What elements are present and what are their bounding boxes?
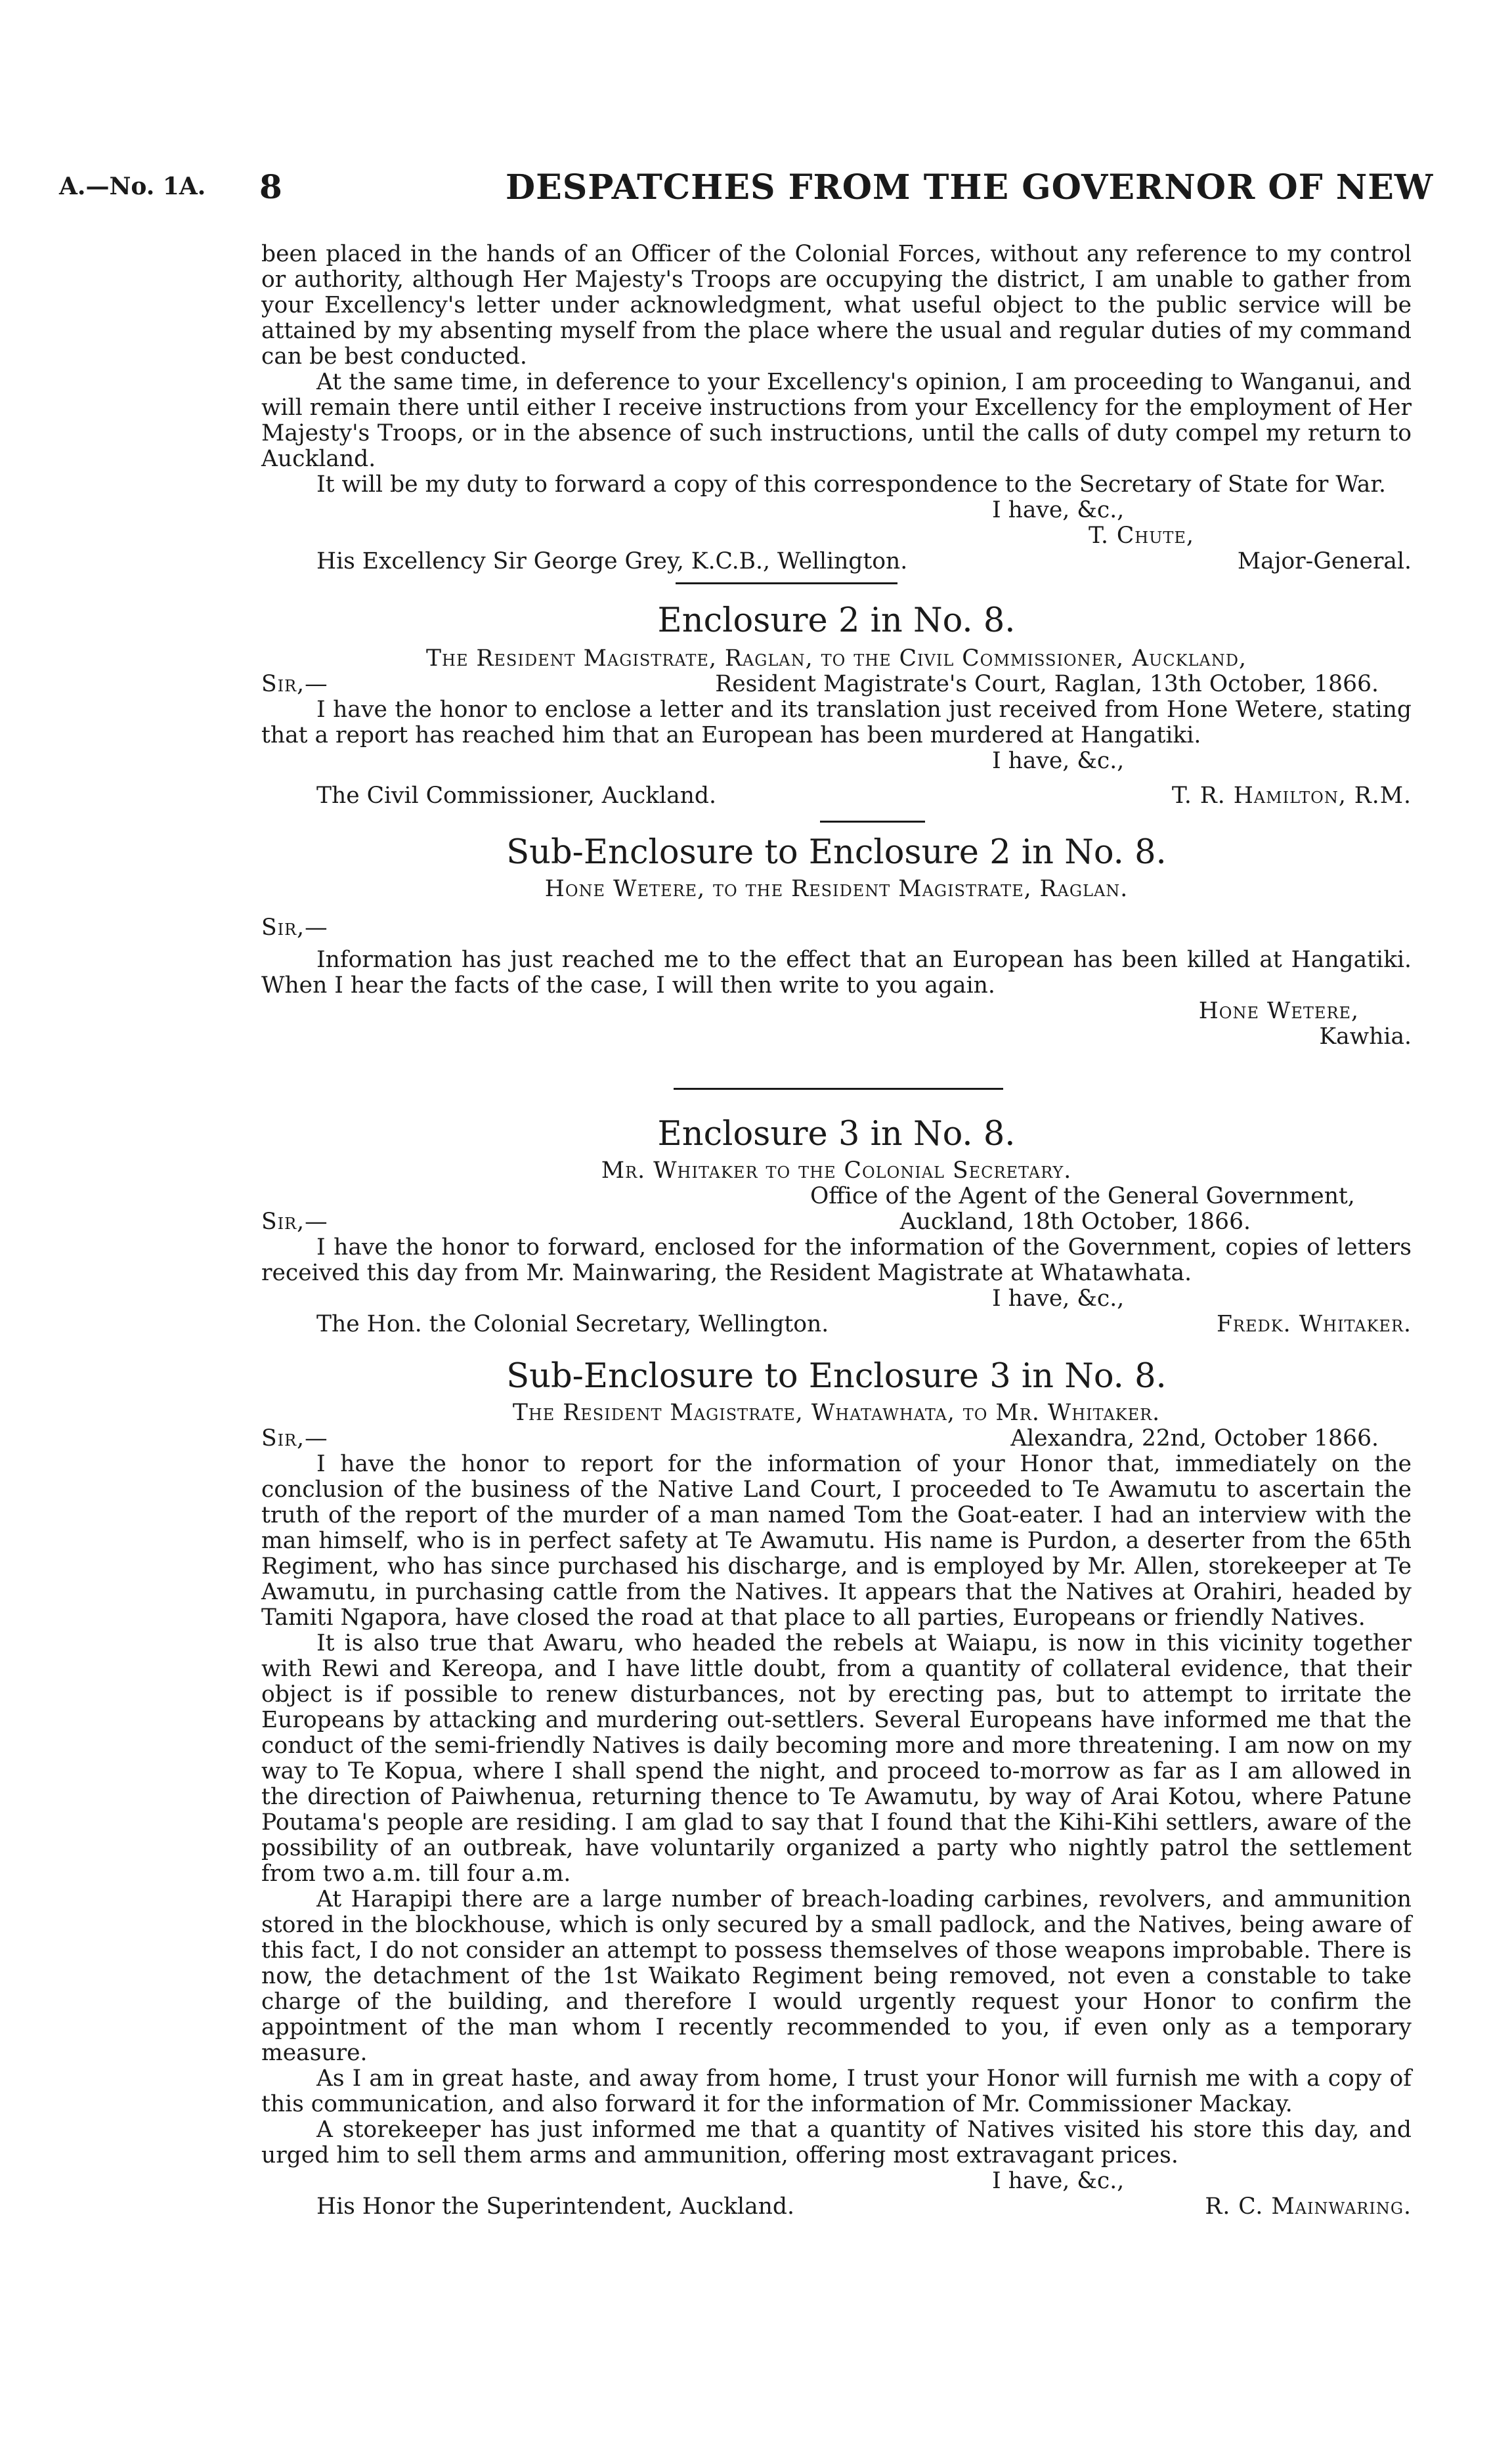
section-divider: [674, 1088, 1003, 1090]
addressee: The Civil Commissioner, Auckland.: [316, 783, 716, 809]
closing-row: [261, 2194, 1412, 2220]
enclosure-3: [261, 1115, 1412, 1337]
addressee: The Hon. the Colonial Secretary, Wellington.: [316, 1311, 829, 1337]
closing-row: [261, 549, 1412, 574]
section-divider: [820, 821, 925, 823]
salutation: Sir,—: [261, 915, 328, 941]
paragraph: Information has just reached me to the effect that an European has been killed at Hangatiki. When I hear the facts of the case, I will then write to you again.: [261, 947, 1412, 999]
signatory-rank: Major-General.: [1237, 548, 1412, 574]
paragraph: I have the honor to forward, enclosed for the information of the Government, copies of letters received this day from Mr. Mainwaring, the Resident Magistrate at Whatawhata.: [261, 1234, 1412, 1286]
dateline: Auckland, 18th October, 1866.: [899, 1209, 1251, 1235]
page-header: [59, 167, 1458, 207]
office-line: Office of the Agent of the General Government,: [810, 1183, 1355, 1209]
enclosure-heading: Sub-Enclosure to Enclosure 3 in No. 8.: [506, 1357, 1167, 1396]
paragraph: A storekeeper has just informed me that a quantity of Natives visited his store this day, and urged him to sell them arms and ammunition, offering most extravagant prices.: [261, 2117, 1412, 2168]
addressee: His Excellency Sir George Grey, K.C.B., Wellington.: [316, 548, 908, 574]
paragraph: At the same time, in deference to your Excellency's opinion, I am proceeding to Wanganui, and will remain there until either I receive instructions from your Excellency for the employment of Her Majesty's Troops, or in the absence of such instructions, until the calls of duty compel my return to Auckland.: [261, 369, 1412, 472]
dateline: Alexandra, 22nd, October 1866.: [1010, 1425, 1379, 1452]
paragraph: At Harapipi there are a large number of breach-loading carbines, revolvers, and ammunition stored in the blockhouse, which is only secured by a small padlock, and the Natives, being aware of this fact, I do not consider an attempt to possess themselves of those weapons improbable. There is now, the detachment of the 1st Waikato Regiment being removed, not even a constable to take charge of the building, and therefore I would urgently request your Honor to confirm the appointment of the man whom I recently recommended to you, if even only as a temporary measure.: [261, 1886, 1412, 2066]
closing-row: [261, 783, 1412, 809]
document-reference: A.—No. 1A.: [59, 173, 206, 200]
salutation-row: [261, 1426, 1412, 1452]
enclosure-heading: Sub-Enclosure to Enclosure 2 in No. 8.: [506, 833, 1167, 872]
section-divider: [676, 582, 897, 584]
signature: Hone Wetere,: [1198, 998, 1359, 1024]
enclosure-heading: Enclosure 2 in No. 8.: [657, 601, 1016, 640]
closing-phrase: I have, &c.,: [992, 2168, 1125, 2194]
sub-enclosure-3: [261, 1357, 1412, 2220]
salutation-row: [261, 915, 1412, 941]
signature: T. R. Hamilton, R.M.: [1171, 783, 1412, 809]
page-number: 8: [259, 167, 282, 206]
running-title: DESPATCHES FROM THE GOVERNOR OF NEW: [506, 167, 1434, 207]
salutation: Sir,—: [261, 1209, 328, 1235]
closing-phrase: I have, &c.,: [992, 1285, 1125, 1312]
salutation: Sir,—: [261, 671, 328, 697]
salutation: Sir,—: [261, 1425, 328, 1452]
signature: T. Chute,: [1089, 523, 1194, 549]
document-body: [261, 242, 1412, 2220]
dateline: Resident Magistrate's Court, Raglan, 13th October, 1866.: [715, 671, 1379, 697]
signature: Fredk. Whitaker.: [1216, 1311, 1412, 1337]
sub-enclosure-2: [261, 833, 1412, 1050]
closing-row: [261, 1312, 1412, 1337]
paragraph: been placed in the hands of an Officer of the Colonial Forces, without any reference to my control or authority, although Her Majesty's Troops are occupying the district, I am unable to gather from your Excellency's letter under acknowledgment, what useful object to the public service will be attained by my absenting myself from the place where the usual and regular duties of my command can be best conducted.: [261, 241, 1412, 370]
closing-phrase: I have, &c.,: [992, 497, 1125, 523]
paragraph: I have the honor to report for the information of your Honor that, immediately on the conclusion of the business of the Native Land Court, I proceeded to Te Awamutu to ascertain the truth of the report of the murder of a man named Tom the Goat-eater. I had an interview with the man himself, who is in perfect safety at Te Awamutu. His name is Purdon, a deserter from the 65th Regiment, who has since purchased his discharge, and is employed by Mr. Allen, storekeeper at Te Awamutu, in purchasing cattle from the Natives. It appears that the Natives at Orahiri, headed by Tamiti Ngapora, have closed the road at that place to all parties, Europeans or friendly Natives.: [261, 1451, 1412, 1631]
paragraph: As I am in great haste, and away from home, I trust your Honor will furnish me with a copy of this communication, and also forward it for the information of Mr. Commissioner Mackay.: [261, 2065, 1412, 2117]
enclosure-address: The Resident Magistrate, Raglan, to the Civil Commissioner, Auckland,: [426, 645, 1247, 672]
enclosure-address: Mr. Whitaker to the Colonial Secretary.: [601, 1157, 1072, 1184]
signature: R. C. Mainwaring.: [1205, 2193, 1412, 2220]
closing-phrase: I have, &c.,: [992, 748, 1125, 774]
paragraph: It will be my duty to forward a copy of this correspondence to the Secretary of State for War.: [316, 471, 1387, 498]
enclosure-address: The Resident Magistrate, Whatawhata, to Mr. Whitaker.: [512, 1400, 1161, 1426]
salutation-row: [261, 1209, 1412, 1235]
enclosure-address: Hone Wetere, to the Resident Magistrate, Raglan.: [544, 876, 1129, 902]
addressee: His Honor the Superintendent, Auckland.: [316, 2193, 794, 2220]
paragraph: I have the honor to enclose a letter and its translation just received from Hone Wetere, stating that a report has reached him that an European has been murdered at Hangatiki.: [261, 697, 1412, 748]
enclosure-2: [261, 601, 1412, 809]
enclosure-heading: Enclosure 3 in No. 8.: [657, 1115, 1016, 1154]
signature-place: Kawhia.: [1319, 1024, 1412, 1050]
paragraph: It is also true that Awaru, who headed the rebels at Waiapu, is now in this vicinity together with Rewi and Kereopa, and I have little doubt, from a quantity of collateral evidence, that their object is if possible to renew disturbances, not by erecting pas, but to attempt to irritate the Europeans by attacking and murdering out-settlers. Several Europeans have informed me that the conduct of the semi-friendly Natives is daily becoming more and more threatening. I am now on my way to Te Kopua, where I shall spend the night, and proceed to-morrow as far as I am allowed in the direction of Paiwhenua, returning thence to Te Awamutu, by way of Arai Kotou, where Patune Poutama's people are residing. I am glad to say that I found that the Kihi-Kihi settlers, aware of the possibility of an outbreak, have voluntarily organized a party who nightly patrol the settlement from two a.m. till four a.m.: [261, 1630, 1412, 1887]
salutation-row: [261, 672, 1412, 697]
letter-continuation: [261, 242, 1412, 574]
